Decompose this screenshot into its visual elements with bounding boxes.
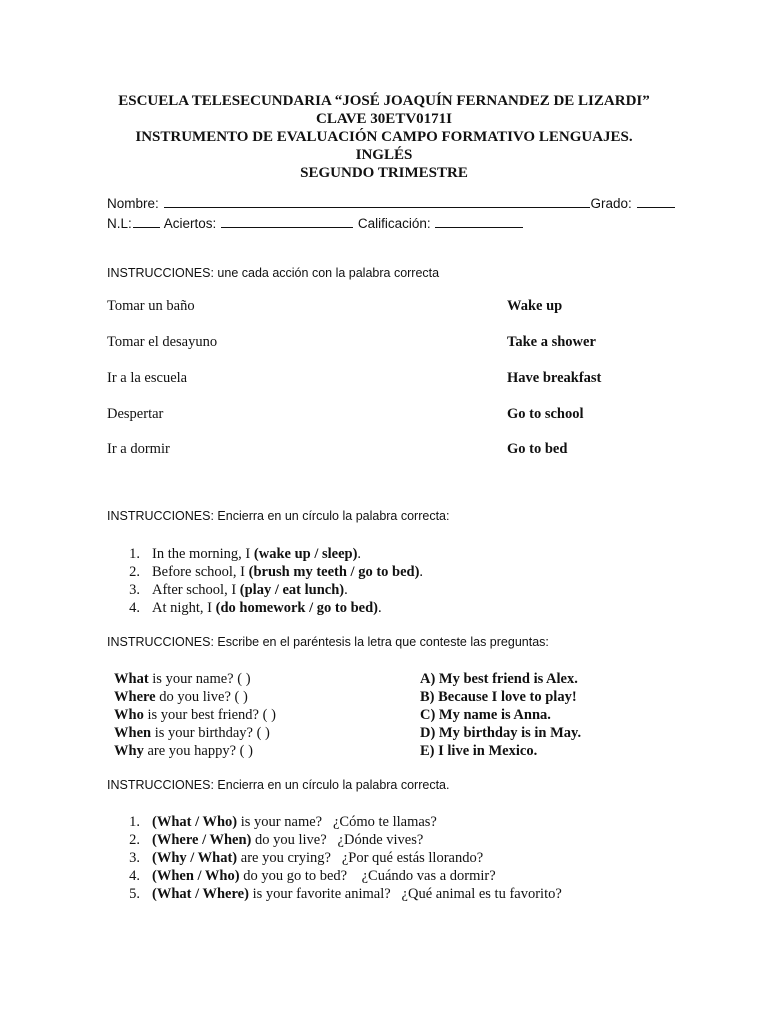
match-left-item: Ir a la escuela <box>107 370 188 386</box>
match-right-item: Go to bed <box>507 441 568 457</box>
list-item: 5. (What / Where) is your favorite animal? ¿Qué animal es tu favorito? <box>129 886 562 902</box>
list-item: 4. (When / Who) do you go to bed? ¿Cuándo vas a dormir? <box>129 868 496 884</box>
match-left-item: Tomar el desayuno <box>107 334 218 350</box>
match-left-item: Tomar un baño <box>107 298 195 314</box>
match-left-item: Despertar <box>107 406 164 422</box>
document-header <box>0 92 768 182</box>
question-item: What is your name? ( ) <box>114 671 251 687</box>
question-item: Why are you happy? ( ) <box>114 743 253 759</box>
section2-list <box>0 545 768 617</box>
section4-list <box>0 813 768 903</box>
answer-item: D) My birthday is in May. <box>420 725 582 741</box>
name-grade-row <box>107 195 676 211</box>
list-item: 1. In the morning, I (wake up / sleep). <box>129 546 362 562</box>
list-item: 2. Before school, I (brush my teeth / go to bed). <box>129 564 424 580</box>
question-item: Who is your best friend? ( ) <box>114 707 276 723</box>
list-item: 1. (What / Who) is your name? ¿Cómo te llamas? <box>129 814 437 830</box>
answer-item: A) My best friend is Alex. <box>420 671 578 687</box>
list-item: 4. At night, I (do homework / go to bed). <box>129 600 382 616</box>
grado-blank[interactable] <box>637 195 675 208</box>
section1-instruction: INSTRUCCIONES: une cada acción con la palabra correcta <box>107 266 440 280</box>
section2-instruction: INSTRUCCIONES: Encierra en un círculo la palabra correcta: <box>107 509 450 523</box>
section4-instruction: INSTRUCCIONES: Encierra en un círculo la palabra correcta. <box>107 778 450 792</box>
subject: INGLÉS <box>355 147 413 163</box>
match-right-item: Wake up <box>507 298 563 314</box>
question-item: When is your birthday? ( ) <box>114 725 270 741</box>
match-right-item: Take a shower <box>507 334 596 350</box>
list-item: 3. After school, I (play / eat lunch). <box>129 582 348 598</box>
answer-item: C) My name is Anna. <box>420 707 551 723</box>
aciertos-blank[interactable] <box>221 215 353 228</box>
match-right-item: Have breakfast <box>507 370 602 386</box>
match-left-item: Ir a dormir <box>107 441 170 457</box>
list-item: 3. (Why / What) are you crying? ¿Por qué estás llorando? <box>129 850 484 866</box>
section3-instruction: INSTRUCCIONES: Escribe en el paréntesis la letra que conteste las preguntas: <box>107 635 549 649</box>
nombre-blank[interactable] <box>164 195 590 208</box>
answer-item: E) I live in Mexico. <box>420 743 538 759</box>
nl-score-row <box>107 215 524 231</box>
grado-label: Grado: <box>590 196 632 211</box>
match-right-item: Go to school <box>507 406 584 422</box>
school-code: CLAVE 30ETV0171I <box>315 111 452 127</box>
term: SEGUNDO TRIMESTRE <box>300 165 468 181</box>
nombre-label: Nombre: <box>107 196 159 211</box>
instrument-title: INSTRUMENTO DE EVALUACIÓN CAMPO FORMATIVO LENGUAJES. <box>135 129 633 145</box>
nl-blank[interactable] <box>133 215 160 228</box>
school-name: ESCUELA TELESECUNDARIA “JOSÉ JOAQUÍN FERNANDEZ DE LIZARDI” <box>118 93 650 109</box>
nl-label: N.L: <box>107 216 132 231</box>
calificacion-label: Calificación: <box>357 216 431 231</box>
question-item: Where do you live? ( ) <box>114 689 248 705</box>
list-item: 2. (Where / When) do you live? ¿Dónde vives? <box>129 832 424 848</box>
calificacion-blank[interactable] <box>435 215 523 228</box>
aciertos-label: Aciertos: <box>163 216 217 231</box>
answer-item: B) Because I love to play! <box>420 689 577 705</box>
